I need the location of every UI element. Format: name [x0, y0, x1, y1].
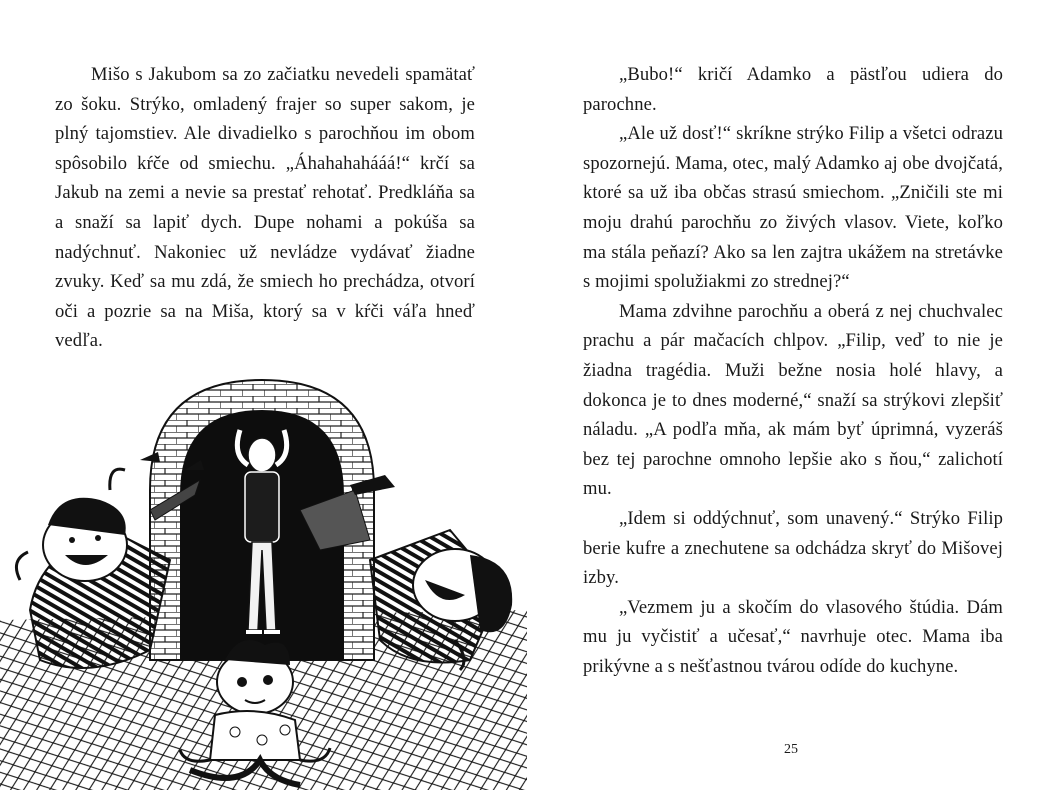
paragraph: Mišo s Jakubom sa zo začiatku nevedeli spamätať zo šoku. Strýko, omladený frajer so super sakom, je plný tajomstiev. Ale divadielko s parochňou im obom spôsobilo kŕče od smiechu. „Áhahahahááá!“ krčí sa Jakub na zemi a nevie sa prestať rehotať. Predkláňa sa a snaží sa lapiť dych. Dupe nohami a pokúša sa nadýchnuť. Nakoniec už nevládze vydávať žiadne zvuky. Keď sa mu zdá, že smiech ho prechádza, otvorí oči a pozrie sa na Miša, ktorý sa v kŕči váľa hneď vedľa.: [55, 64, 475, 352]
left-page: [0, 0, 527, 800]
left-page-text: [55, 60, 475, 356]
paragraph: „Bubo!“ kričí Adamko a pästľou udiera do parochne.: [583, 64, 1003, 115]
right-page-text: [583, 60, 1003, 681]
paragraph: „Ale už dosť!“ skríkne strýko Filip a všetci odrazu spozornejú. Mama, otec, malý Adamko aj obe dvojčatá, ktoré sa už iba občas strasú smiechom. „Zničili ste mi moju drahú parochňu zo živých vlasov. Viete, koľko ma stála peňazí? Ako sa len zajtra ukážem na stretávke s mojimi spolužiakmi zo strednej?“: [583, 123, 1003, 293]
paragraph: „Idem si oddýchnuť, som unavený.“ Strýko Filip berie kufre a znechutene sa odchádza skryť do Mišovej izby.: [583, 507, 1003, 589]
paragraph: „Vezmem ju a skočím do vlasového štúdia. Dám mu ju vyčistiť a učesať,“ navrhuje otec. Mama iba prikývne a s nešťastnou tvárou odíde do kuchyne.: [583, 596, 1003, 677]
page-number: 25: [784, 742, 798, 757]
paragraph: Mama zdvihne parochňu a oberá z nej chuchvalec prachu a pár mačacích chlpov. „Filip, veď to nie je žiadna tragédia. Muži bežne nosia holé hlavy, a dokonca je to dnes moderné,“ snaží sa strýkovi zlepšiť náladu. „A podľa mňa, ak mám byť úprimná, vyzeráš bez tej parochne omnoho lepšie ako s ňou,“ zalichotí mu.: [583, 300, 1003, 500]
illustration-laughing-family: [0, 360, 527, 790]
right-page: [527, 0, 1055, 800]
